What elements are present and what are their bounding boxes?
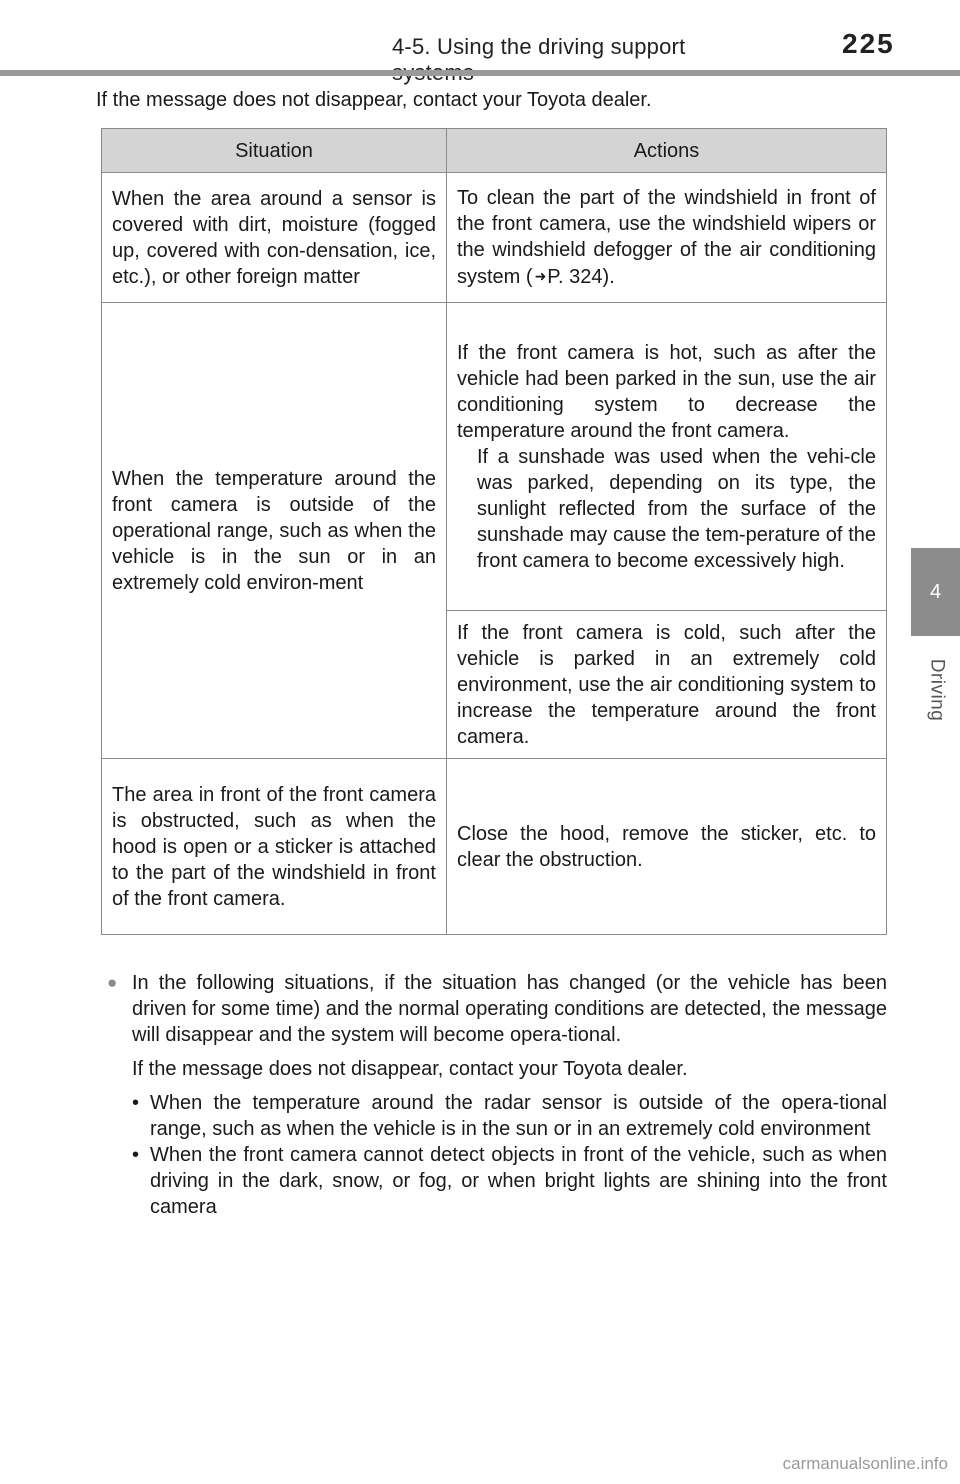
list-item-text: When the front camera cannot detect objects in front of the vehicle, such as when driving in the dark, snow, or fog, or when bright lights are shining into the front camera xyxy=(150,1144,887,1218)
chapter-label: Driving xyxy=(926,658,947,722)
chapter-label-container xyxy=(912,640,960,740)
action-cell xyxy=(447,611,887,759)
action-text-main: To clean the part of the windshield in front of the front camera, use the windshield wipers or the windshield defogger of the air conditioning system ( xyxy=(457,187,876,288)
table-row xyxy=(102,759,887,935)
intro-text: If the message does not disappear, contact your Toyota dealer. xyxy=(96,89,652,111)
bullet-section xyxy=(107,970,887,1220)
situation-cell xyxy=(102,173,447,303)
list-item-text: When the temperature around the radar sensor is outside of the opera-tional range, such as when the vehicle is in the sun or in an extremely cold environment xyxy=(150,1092,887,1140)
table-header-row xyxy=(102,129,887,173)
situation-cell xyxy=(102,303,447,759)
section-title: 4-5. Using the driving support xyxy=(392,34,686,59)
action-cell xyxy=(447,759,887,935)
action-text xyxy=(457,185,876,290)
followup-text: If the message does not disappear, contact your Toyota dealer. xyxy=(132,1058,688,1080)
bullet-text: In the following situations, if the situation has changed (or the vehicle has been driven for some time) and the normal operating conditions are detected, the message will disappear and the system will become opera-tional. xyxy=(132,972,887,1046)
action-text: If the front camera is cold, such after the vehicle is parked in an extremely cold environment, use the air conditioning system to increase the temperature around the front camera. xyxy=(457,621,876,748)
action-text: Close the hood, remove the sticker, etc. to clear the obstruction. xyxy=(457,822,876,871)
chapter-number: 4 xyxy=(929,580,942,603)
situation-cell xyxy=(102,759,447,935)
header-divider xyxy=(0,70,960,76)
page-reference-link[interactable]: P. 324). xyxy=(547,266,615,288)
action-note: If a sunshade was used when the vehi-cle was parked, depending on its type, the sunlight reflected from the surface of the sunshade may cause the tem-perature of the front camera to become excessively high. xyxy=(477,445,876,572)
watermark-text: carmanualsonline.info xyxy=(782,1454,948,1473)
sub-bullet-marker: • xyxy=(132,1092,140,1114)
situation-actions-table xyxy=(101,128,887,935)
right-arrow-icon: ➜ xyxy=(534,268,547,284)
sub-bullet-marker: • xyxy=(132,1144,140,1166)
action-cell xyxy=(447,303,887,611)
situation-text: When the temperature around the front camera is outside of the operational range, such as when the vehicle is in the sun or in an extremely cold environ-ment xyxy=(112,467,436,594)
table-row xyxy=(102,303,887,611)
sub-list xyxy=(107,1090,887,1220)
situation-text: The area in front of the front camera is obstructed, such as when the hood is open or a sticker is attached to the part of the windshield in front of the front camera. xyxy=(112,783,436,910)
page-number: 225 xyxy=(842,28,895,59)
situation-text: When the area around a sensor is covered with dirt, moisture (fogged up, covered with con-densation, ice, etc.), or other foreign matter xyxy=(112,187,436,288)
list-item xyxy=(132,1090,887,1142)
actions-header: Actions xyxy=(447,129,887,173)
list-item xyxy=(132,1142,887,1220)
chapter-tab[interactable] xyxy=(911,548,960,636)
action-cell xyxy=(447,173,887,303)
action-text: If the front camera is hot, such as after the vehicle had been parked in the sun, use the air conditioning system to decrease the temperature around the front camera. xyxy=(457,341,876,442)
table-row xyxy=(102,173,887,303)
bullet-circle-icon: ● xyxy=(107,973,118,992)
situation-header: Situation xyxy=(102,129,447,173)
bullet-item xyxy=(107,970,887,1048)
